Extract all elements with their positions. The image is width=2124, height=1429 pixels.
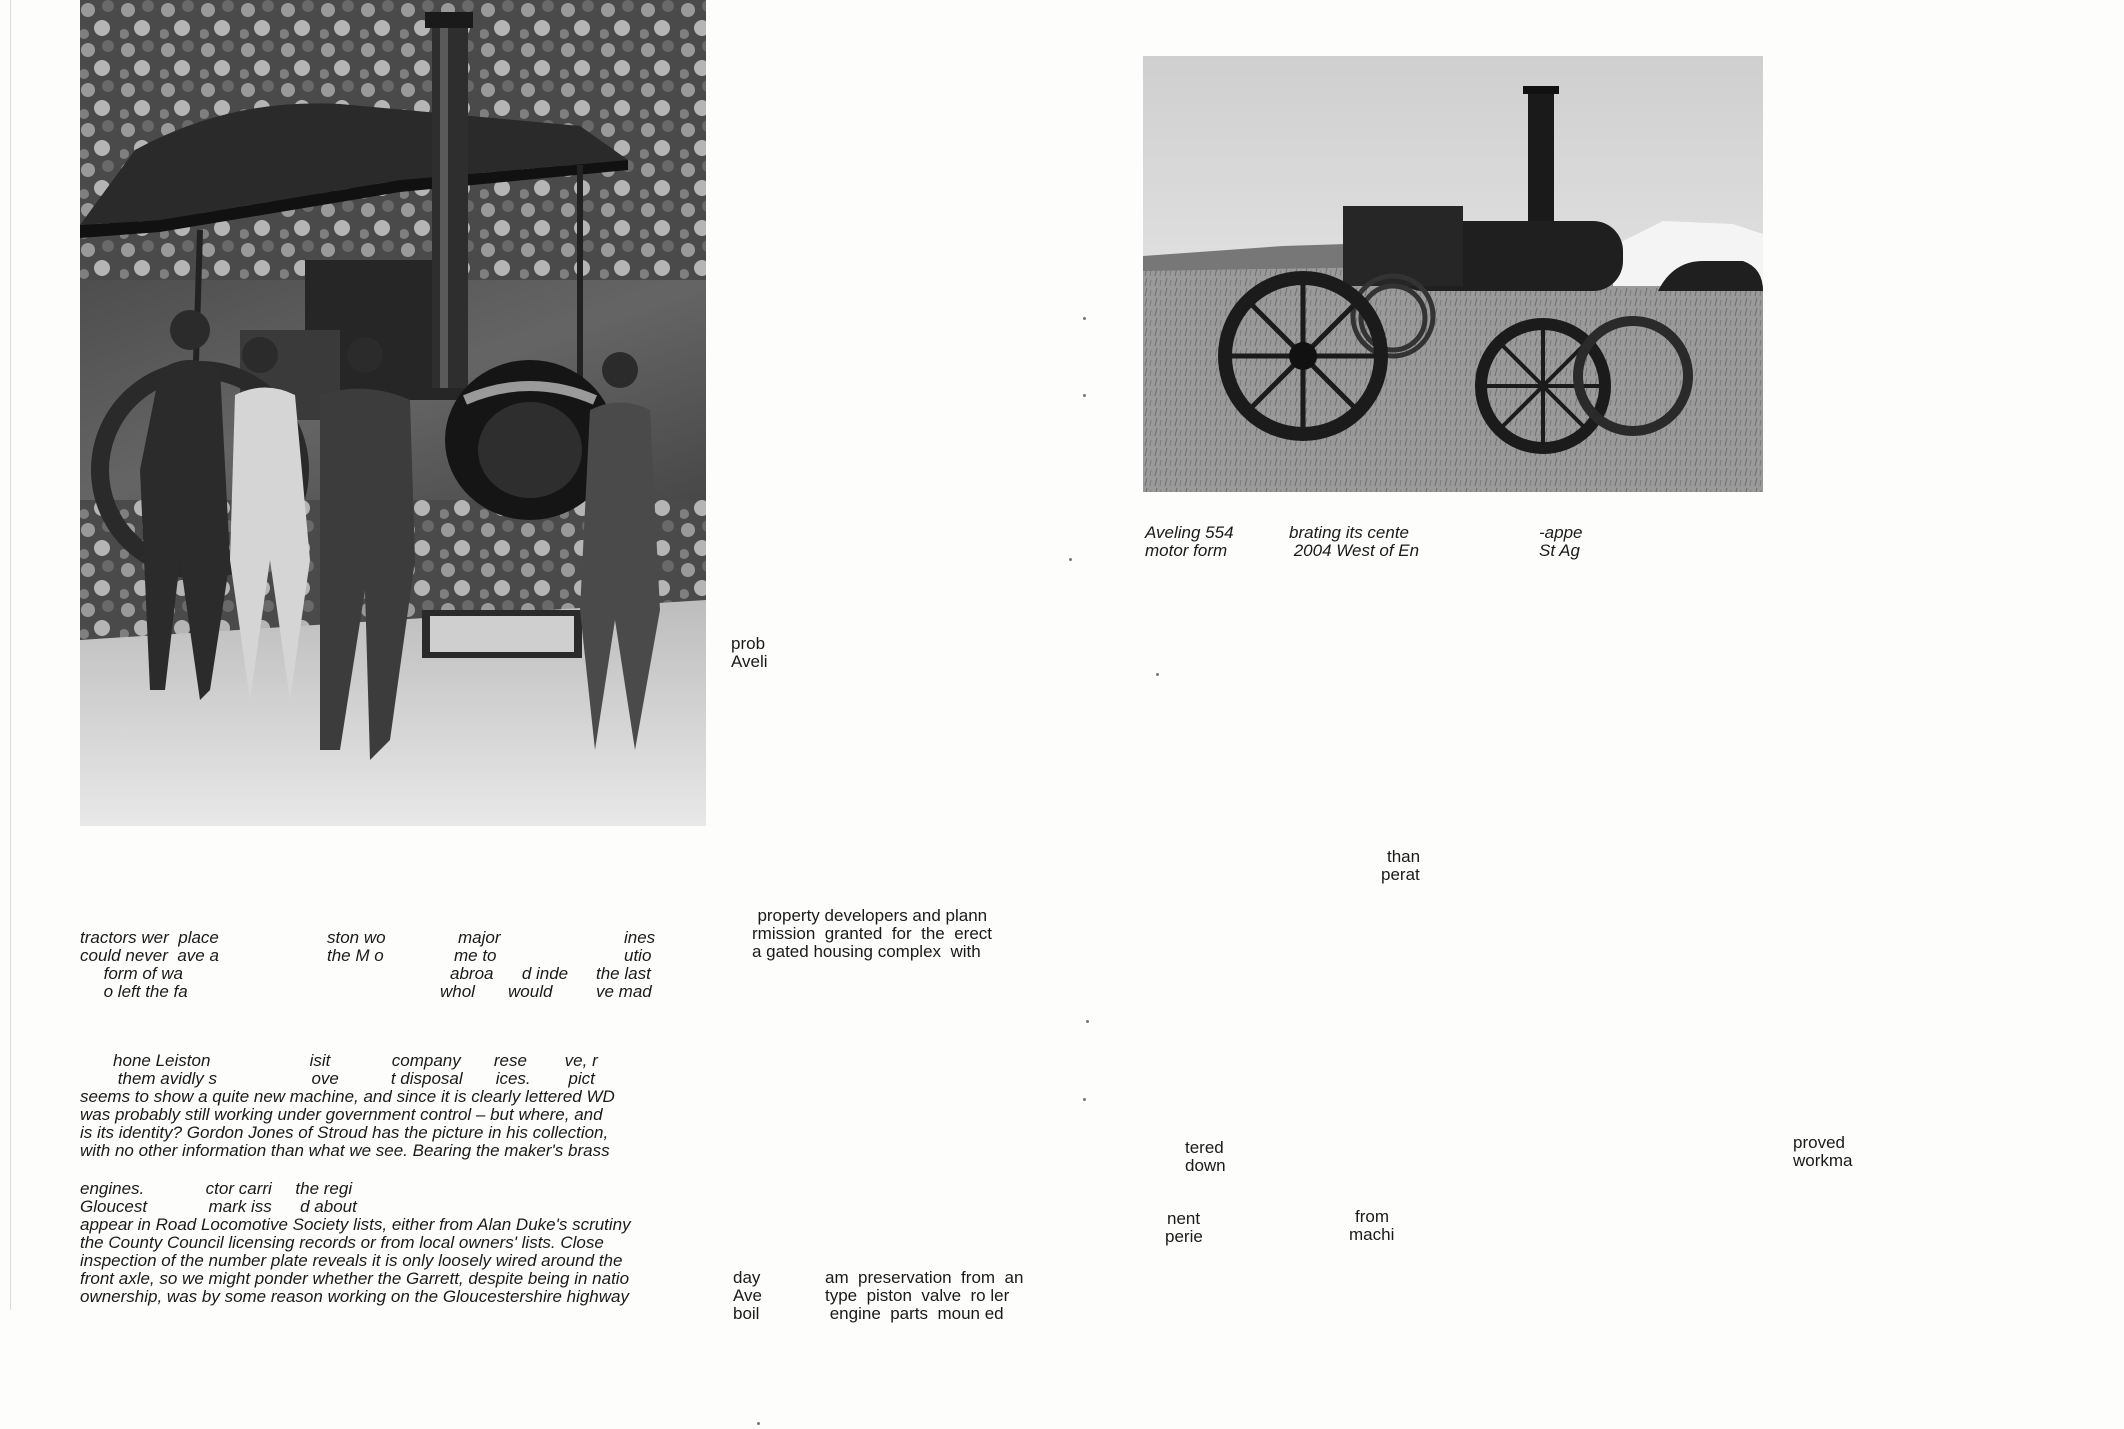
- middle-line: property developers and plann: [748, 906, 988, 925]
- caption-col3-line2: St Ag: [1539, 541, 1580, 560]
- para1-line2-col2: the M o: [327, 946, 384, 965]
- bottom-b-line: type piston valve ro ler: [825, 1286, 1010, 1305]
- fragment-machi: machi: [1349, 1225, 1395, 1244]
- scan-speck: [1083, 1098, 1086, 1101]
- para1-line1-col4: ines: [624, 928, 656, 947]
- scan-speck: [1086, 1020, 1089, 1023]
- caption-col2-line2: 2004 West of En: [1289, 541, 1420, 560]
- para1-line3-col3: abroa d inde: [450, 964, 569, 983]
- fragment-perat: perat: [1381, 865, 1420, 884]
- caption-col2-line1: brating its cente: [1289, 523, 1410, 542]
- bottom-a-line: boil: [733, 1304, 760, 1323]
- para1-line1-col2: ston wo: [327, 928, 386, 947]
- fragment-nent: nent: [1167, 1209, 1201, 1228]
- fragment-workma: workma: [1793, 1151, 1853, 1170]
- fragment-down: down: [1185, 1156, 1226, 1175]
- middle-line: rmission granted for the erect: [752, 924, 992, 943]
- para2-line: them avidly s ove t disposal ices. pict: [80, 1069, 595, 1088]
- traction-engine-photo: [1143, 56, 1763, 492]
- para2-line: with no other information than what we see. Bearing the maker's brass: [80, 1141, 610, 1160]
- bottom-b-line: am preservation from an: [825, 1268, 1024, 1287]
- para2-line: was probably still working under government control – but where, and: [80, 1105, 603, 1124]
- para2-line: hone Leiston isit company rese ve, r: [80, 1051, 598, 1070]
- fragment-tered: tered: [1185, 1138, 1224, 1157]
- fragment-proved: proved: [1793, 1133, 1845, 1152]
- para1-line4-col1: o left the fa: [80, 982, 188, 1001]
- caption-col3-line1: -appe: [1539, 523, 1583, 542]
- scan-speck: [1083, 317, 1086, 320]
- steam-tractor-photo: [80, 0, 706, 826]
- caption-col1-line2: motor form: [1145, 541, 1228, 560]
- bottom-a-line: day: [733, 1268, 761, 1287]
- para3-line: Gloucest mark iss d about: [80, 1197, 357, 1216]
- middle-line: a gated housing complex with: [752, 942, 981, 961]
- para1-line4-col3: whol would: [440, 982, 553, 1001]
- para1-line1-col3: major: [458, 928, 501, 947]
- fragment-than: than: [1387, 847, 1421, 866]
- para1-line4-col4: ve mad: [596, 982, 652, 1001]
- para1-line2-col1: could never ave a: [80, 946, 219, 965]
- scan-speck: [757, 1422, 760, 1425]
- para1-line1-col1: tractors wer place: [80, 928, 219, 947]
- side-note-word-1: prob: [731, 634, 766, 653]
- para3-line: inspection of the number plate reveals it is only loosely wired around the: [80, 1251, 623, 1270]
- caption-col1-line1: Aveling 554: [1145, 523, 1234, 542]
- para2-line: seems to show a quite new machine, and since it is clearly lettered WD: [80, 1087, 615, 1106]
- para3-line: engines. ctor carri the regi: [80, 1179, 353, 1198]
- bottom-b-line: engine parts moun ed: [825, 1304, 1004, 1323]
- para2-line: is its identity? Gordon Jones of Stroud has the picture in his collection,: [80, 1123, 609, 1142]
- para3-line: the County Council licensing records or from local owners' lists. Close: [80, 1233, 604, 1252]
- para3-line: appear in Road Locomotive Society lists, either from Alan Duke's scrutiny: [80, 1215, 631, 1234]
- para1-line2-col3: me to: [454, 946, 497, 965]
- fragment-from: from: [1355, 1207, 1389, 1226]
- para3-line: front axle, so we might ponder whether the Garrett, despite being in natio: [80, 1269, 630, 1288]
- scan-speck: [1069, 558, 1072, 561]
- page-edge: [10, 0, 11, 1310]
- scan-speck: [1156, 673, 1159, 676]
- scan-speck: [1083, 394, 1086, 397]
- para1-line3-col1: form of wa: [80, 964, 183, 983]
- side-note-word-2: Aveli: [731, 652, 768, 671]
- para3-line: ownership, was by some reason working on the Gloucestershire highway: [80, 1287, 629, 1306]
- fragment-perie: perie: [1165, 1227, 1203, 1246]
- bottom-a-line: Ave: [733, 1286, 762, 1305]
- para1-line2-col4: utio: [624, 946, 652, 965]
- para1-line3-col4: the last: [596, 964, 651, 983]
